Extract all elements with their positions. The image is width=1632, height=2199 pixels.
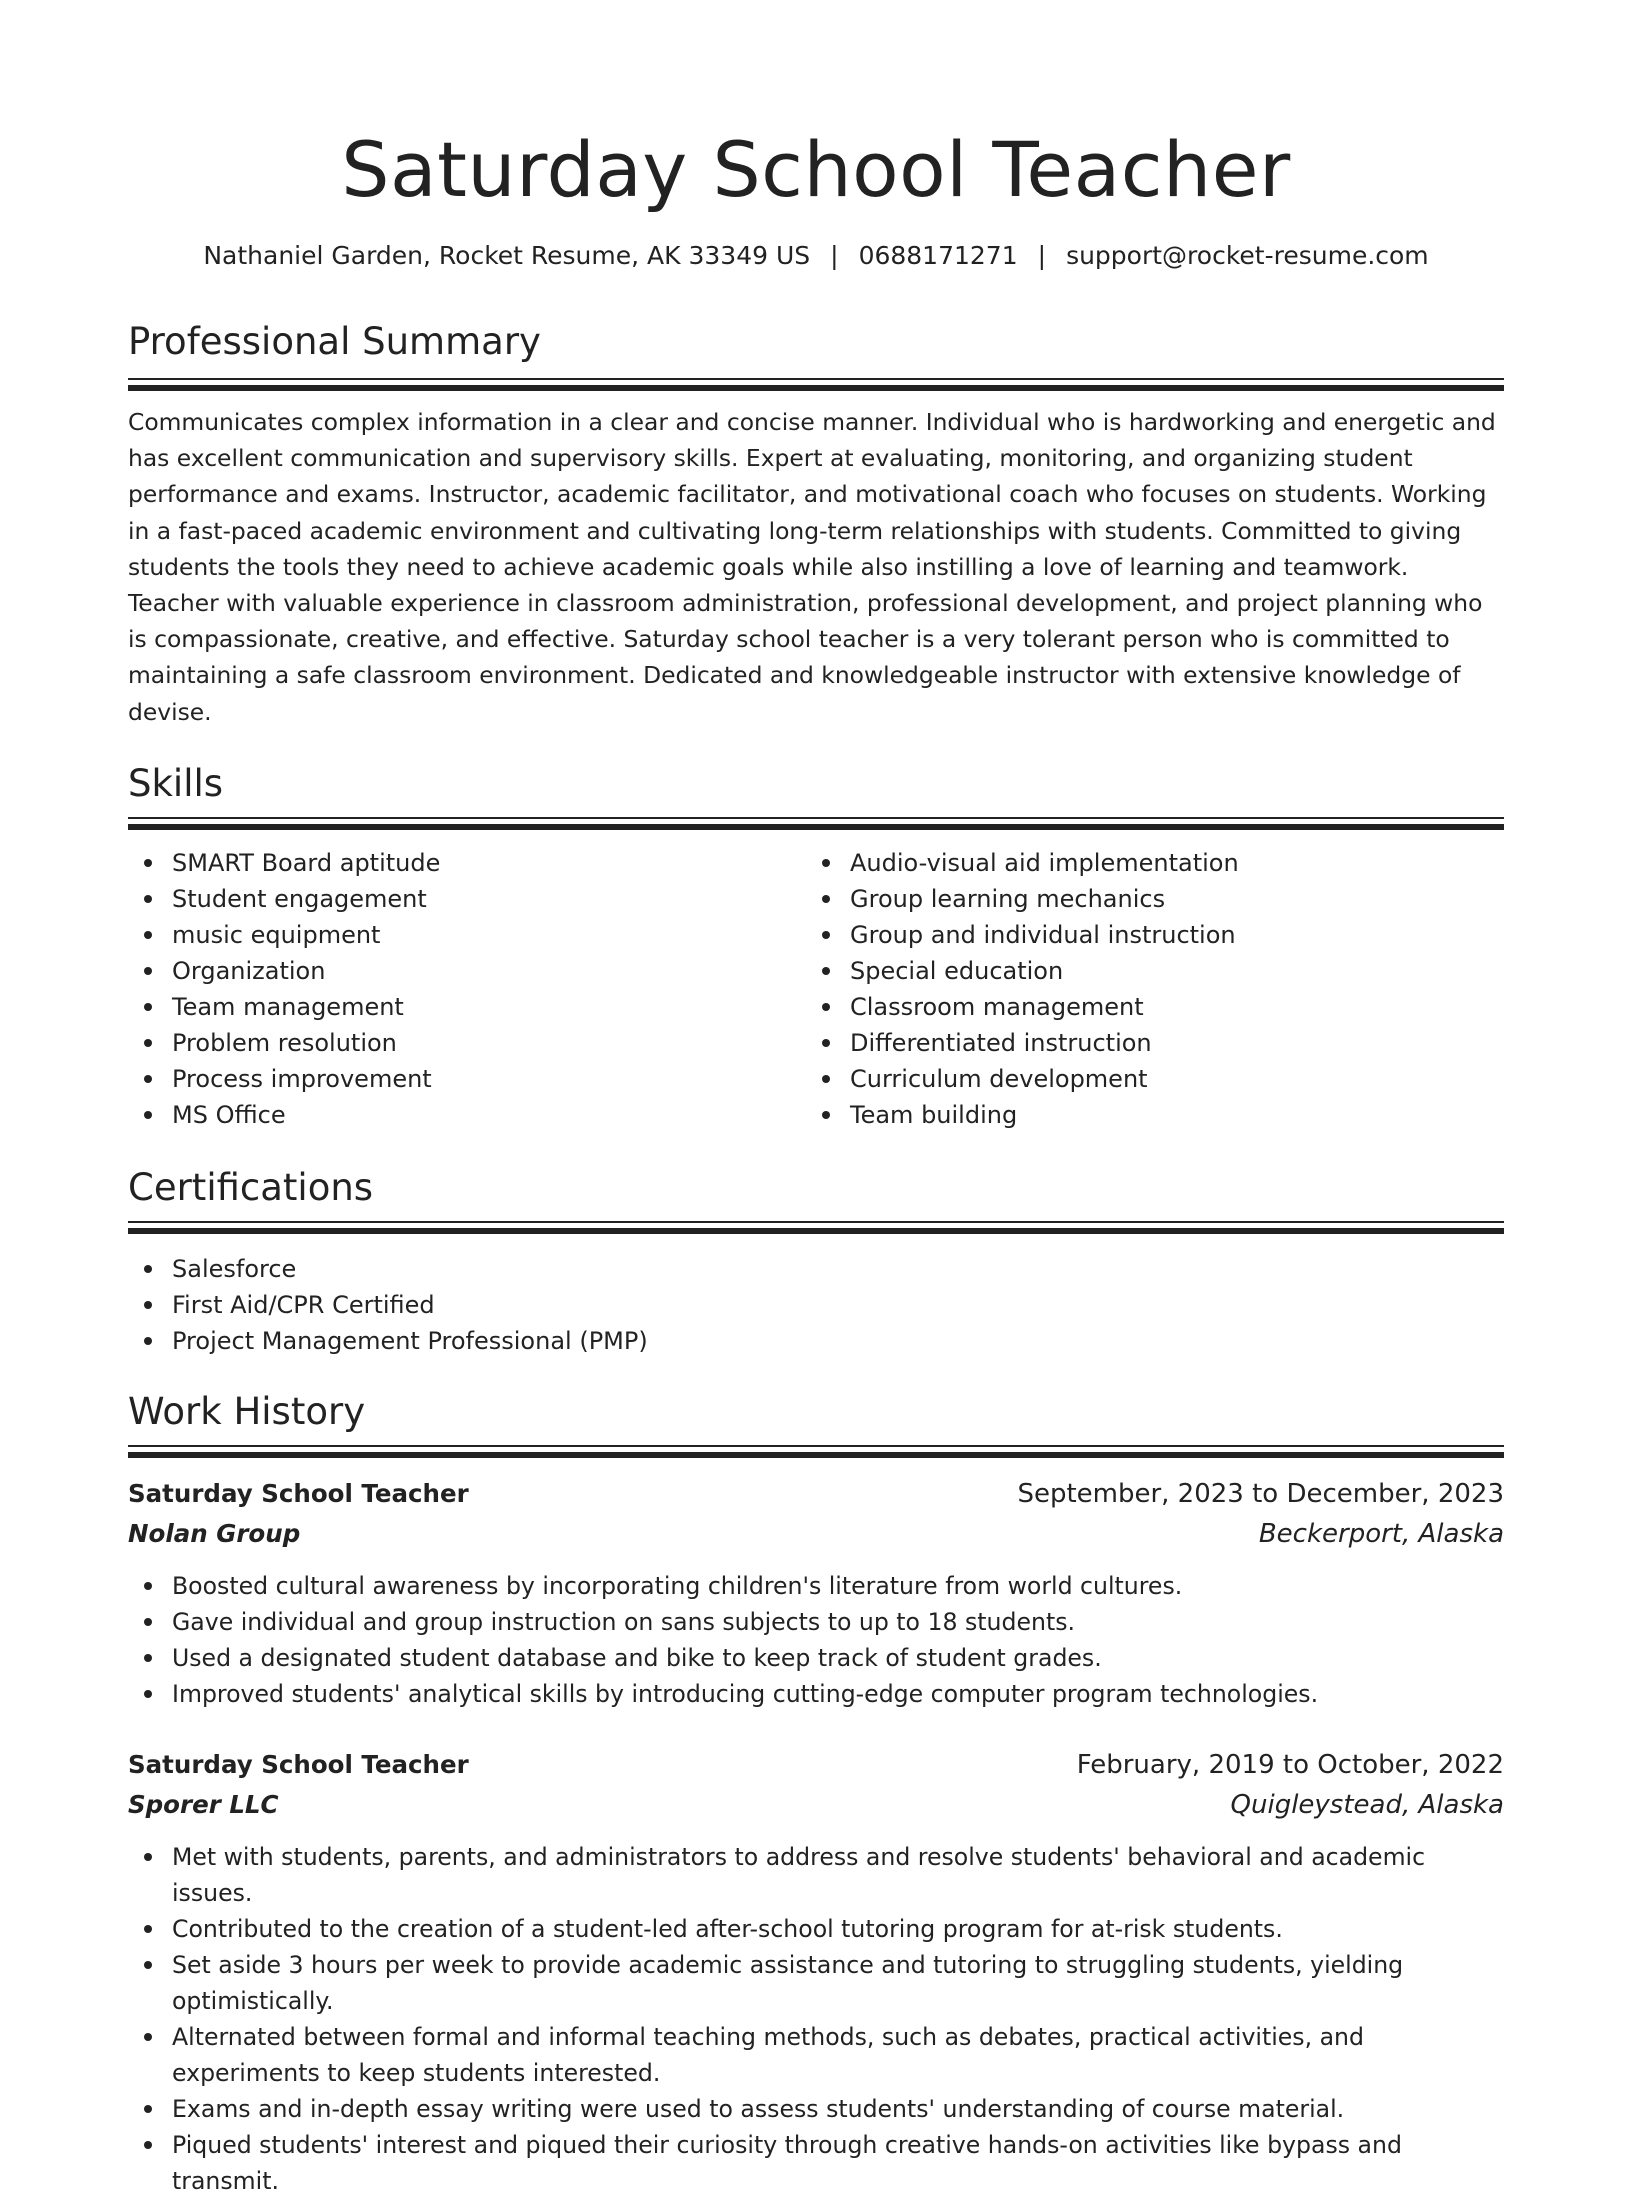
skill-label: Student engagement	[172, 885, 427, 913]
job-dates: February, 2019 to October, 2022	[1076, 1750, 1504, 1780]
skill-label: Special education	[850, 957, 1064, 985]
skill-label: Process improvement	[172, 1065, 432, 1093]
summary-text: Communicates complex information in a clear and concise manner. Individual who is hardworking and energetic and has excellent communication and supervisory skills. Expert at evaluating, monitoring, and organizing student performance and exams. Instructor, academic facilitator, and motivational coach who focuses on students. Working in a fast-paced academic environment and cultivating long-term relationships with students. Committed to giving students the tools they need to achieve academic goals while also instilling a love of learning and teamwork. Teacher with valuable experience in classroom administration, professional development, and project planning who is compassionate, creative, and effective. Saturday school teacher is a very tolerant person who is committed to maintaining a safe classroom environment. Dedicated and knowledgeable instructor with extensive knowledge of devise.	[128, 408, 1496, 726]
bullet-icon	[144, 931, 152, 939]
list-item	[806, 953, 1446, 989]
skill-label: MS Office	[172, 1101, 286, 1129]
job-bullet-text: Set aside 3 hours per week to provide academic assistance and tutoring to struggling students, yielding optimistically.	[172, 1951, 1404, 2015]
job-bullet-text: Met with students, parents, and administrators to address and resolve students' behavioral and academic issues.	[172, 1843, 1426, 1907]
bullet-icon	[144, 1075, 152, 1083]
job-bullet-text: Exams and in-depth essay writing were used to assess students' understanding of course material.	[172, 2095, 1345, 2123]
bullet-icon	[144, 895, 152, 903]
job-header-row	[128, 1474, 1504, 1514]
list-item	[128, 1061, 768, 1097]
job-entry	[128, 1745, 1504, 2199]
list-item	[128, 1323, 1504, 1359]
certifications-heading: Certifications	[128, 1166, 374, 1209]
bullet-icon	[822, 895, 830, 903]
skill-label: Group and individual instruction	[850, 921, 1236, 949]
skills-right-column	[806, 845, 1446, 1133]
section-divider-thin	[128, 1221, 1504, 1223]
list-item	[128, 2127, 1504, 2199]
list-item	[806, 845, 1446, 881]
bullet-icon	[144, 1690, 152, 1698]
list-item	[128, 1251, 1504, 1287]
skill-label: Differentiated instruction	[850, 1029, 1152, 1057]
bullet-icon	[144, 1618, 152, 1626]
skill-label: music equipment	[172, 921, 381, 949]
bullet-icon	[144, 859, 152, 867]
list-item	[806, 1097, 1446, 1133]
list-item	[128, 881, 768, 917]
skills-right-list	[806, 845, 1446, 1133]
section-divider-thick	[128, 1452, 1504, 1458]
job-company: Sporer LLC	[128, 1790, 279, 1819]
job-bullet-text: Gave individual and group instruction on sans subjects to up to 18 students.	[172, 1608, 1076, 1636]
list-item	[128, 1604, 1504, 1640]
job-entry	[128, 1474, 1504, 1712]
bullet-icon	[144, 1925, 152, 1933]
contact-address: Nathaniel Garden, Rocket Resume, AK 33349 US	[203, 241, 811, 270]
bullet-icon	[822, 931, 830, 939]
resume-title: Saturday School Teacher	[341, 125, 1291, 214]
bullet-icon	[144, 1853, 152, 1861]
list-item	[806, 989, 1446, 1025]
list-item	[128, 2019, 1504, 2091]
bullet-icon	[144, 1301, 152, 1309]
skill-label: Problem resolution	[172, 1029, 397, 1057]
section-divider-thick	[128, 385, 1504, 391]
job-header-row	[128, 1745, 1504, 1785]
list-item	[128, 1287, 1504, 1323]
list-item	[128, 845, 768, 881]
job-location: Quigleystead, Alaska	[1230, 1790, 1504, 1820]
contact-separator: |	[1037, 241, 1047, 270]
skill-label: Curriculum development	[850, 1065, 1148, 1093]
contact-email: support@rocket-resume.com	[1066, 241, 1429, 270]
certifications-section	[128, 1164, 1504, 1355]
skill-label: Group learning mechanics	[850, 885, 1166, 913]
list-item	[128, 1839, 1504, 1911]
bullet-icon	[144, 2141, 152, 2149]
bullet-icon	[822, 1075, 830, 1083]
section-divider-thin	[128, 378, 1504, 380]
list-item	[128, 1568, 1504, 1604]
bullet-icon	[822, 1111, 830, 1119]
skill-label: Team management	[172, 993, 404, 1021]
list-item	[128, 953, 768, 989]
list-item	[128, 1097, 768, 1133]
skill-label: Team building	[850, 1101, 1018, 1129]
bullet-icon	[144, 2033, 152, 2041]
bullet-icon	[144, 1961, 152, 1969]
job-location: Beckerport, Alaska	[1258, 1519, 1504, 1549]
skill-label: SMART Board aptitude	[172, 849, 441, 877]
skills-left-list	[128, 845, 768, 1133]
list-item	[806, 917, 1446, 953]
bullet-icon	[144, 1654, 152, 1662]
bullet-icon	[144, 967, 152, 975]
certifications-list	[128, 1251, 1504, 1359]
bullet-icon	[144, 1265, 152, 1273]
bullet-icon	[144, 1039, 152, 1047]
list-item	[128, 989, 768, 1025]
skill-label: Audio-visual aid implementation	[850, 849, 1239, 877]
certification-label: First Aid/CPR Certified	[172, 1291, 435, 1319]
bullet-icon	[144, 1582, 152, 1590]
section-divider-thick	[128, 824, 1504, 830]
bullet-icon	[822, 859, 830, 867]
list-item	[128, 1947, 1504, 2019]
job-bullet-text: Boosted cultural awareness by incorporating children's literature from world cultures.	[172, 1572, 1183, 1600]
list-item	[128, 1676, 1504, 1712]
list-item	[128, 917, 768, 953]
skill-label: Organization	[172, 957, 326, 985]
skill-label: Classroom management	[850, 993, 1144, 1021]
job-title: Saturday School Teacher	[128, 1479, 469, 1508]
list-item	[806, 1025, 1446, 1061]
job-bullet-text: Improved students' analytical skills by introducing cutting-edge computer program technologies.	[172, 1680, 1319, 1708]
bullet-icon	[822, 1039, 830, 1047]
job-bullet-text: Piqued students' interest and piqued their curiosity through creative hands-on activities like bypass and transmit.	[172, 2131, 1402, 2195]
job-subheader-row	[128, 1514, 1504, 1554]
bullet-icon	[822, 967, 830, 975]
list-item	[806, 1061, 1446, 1097]
section-divider-thin	[128, 1445, 1504, 1447]
list-item	[128, 1911, 1504, 1947]
job-bullets	[128, 1839, 1504, 2199]
certifications-list-wrap	[128, 1251, 1504, 1359]
bullet-icon	[144, 1337, 152, 1345]
work-history-section	[128, 1388, 1504, 2195]
skills-left-column	[128, 845, 768, 1133]
contact-phone: 0688171271	[858, 241, 1018, 270]
list-item	[128, 2091, 1504, 2127]
list-item	[128, 1025, 768, 1061]
certification-label: Project Management Professional (PMP)	[172, 1327, 648, 1355]
job-dates: September, 2023 to December, 2023	[1017, 1479, 1504, 1509]
job-bullet-text: Used a designated student database and bike to keep track of student grades.	[172, 1644, 1102, 1672]
certification-label: Salesforce	[172, 1255, 297, 1283]
skills-section	[128, 760, 1504, 1129]
list-item	[806, 881, 1446, 917]
bullet-icon	[144, 1111, 152, 1119]
job-bullet-text: Alternated between formal and informal teaching methods, such as debates, practical activities, and experiments to keep students interested.	[172, 2023, 1364, 2087]
job-company: Nolan Group	[128, 1519, 301, 1548]
summary-section	[128, 318, 1504, 726]
list-item	[128, 1640, 1504, 1676]
job-bullet-text: Contributed to the creation of a student-led after-school tutoring program for at-risk students.	[172, 1915, 1283, 1943]
contact-line	[128, 238, 1504, 274]
bullet-icon	[822, 1003, 830, 1011]
job-subheader-row	[128, 1785, 1504, 1825]
work-history-heading: Work History	[128, 1390, 366, 1433]
job-bullets	[128, 1568, 1504, 1712]
contact-separator: |	[830, 241, 839, 270]
skills-heading: Skills	[128, 762, 224, 805]
section-divider-thin	[128, 817, 1504, 819]
bullet-icon	[144, 1003, 152, 1011]
job-title: Saturday School Teacher	[128, 1750, 469, 1779]
section-divider-thick	[128, 1228, 1504, 1234]
summary-heading: Professional Summary	[128, 320, 541, 363]
